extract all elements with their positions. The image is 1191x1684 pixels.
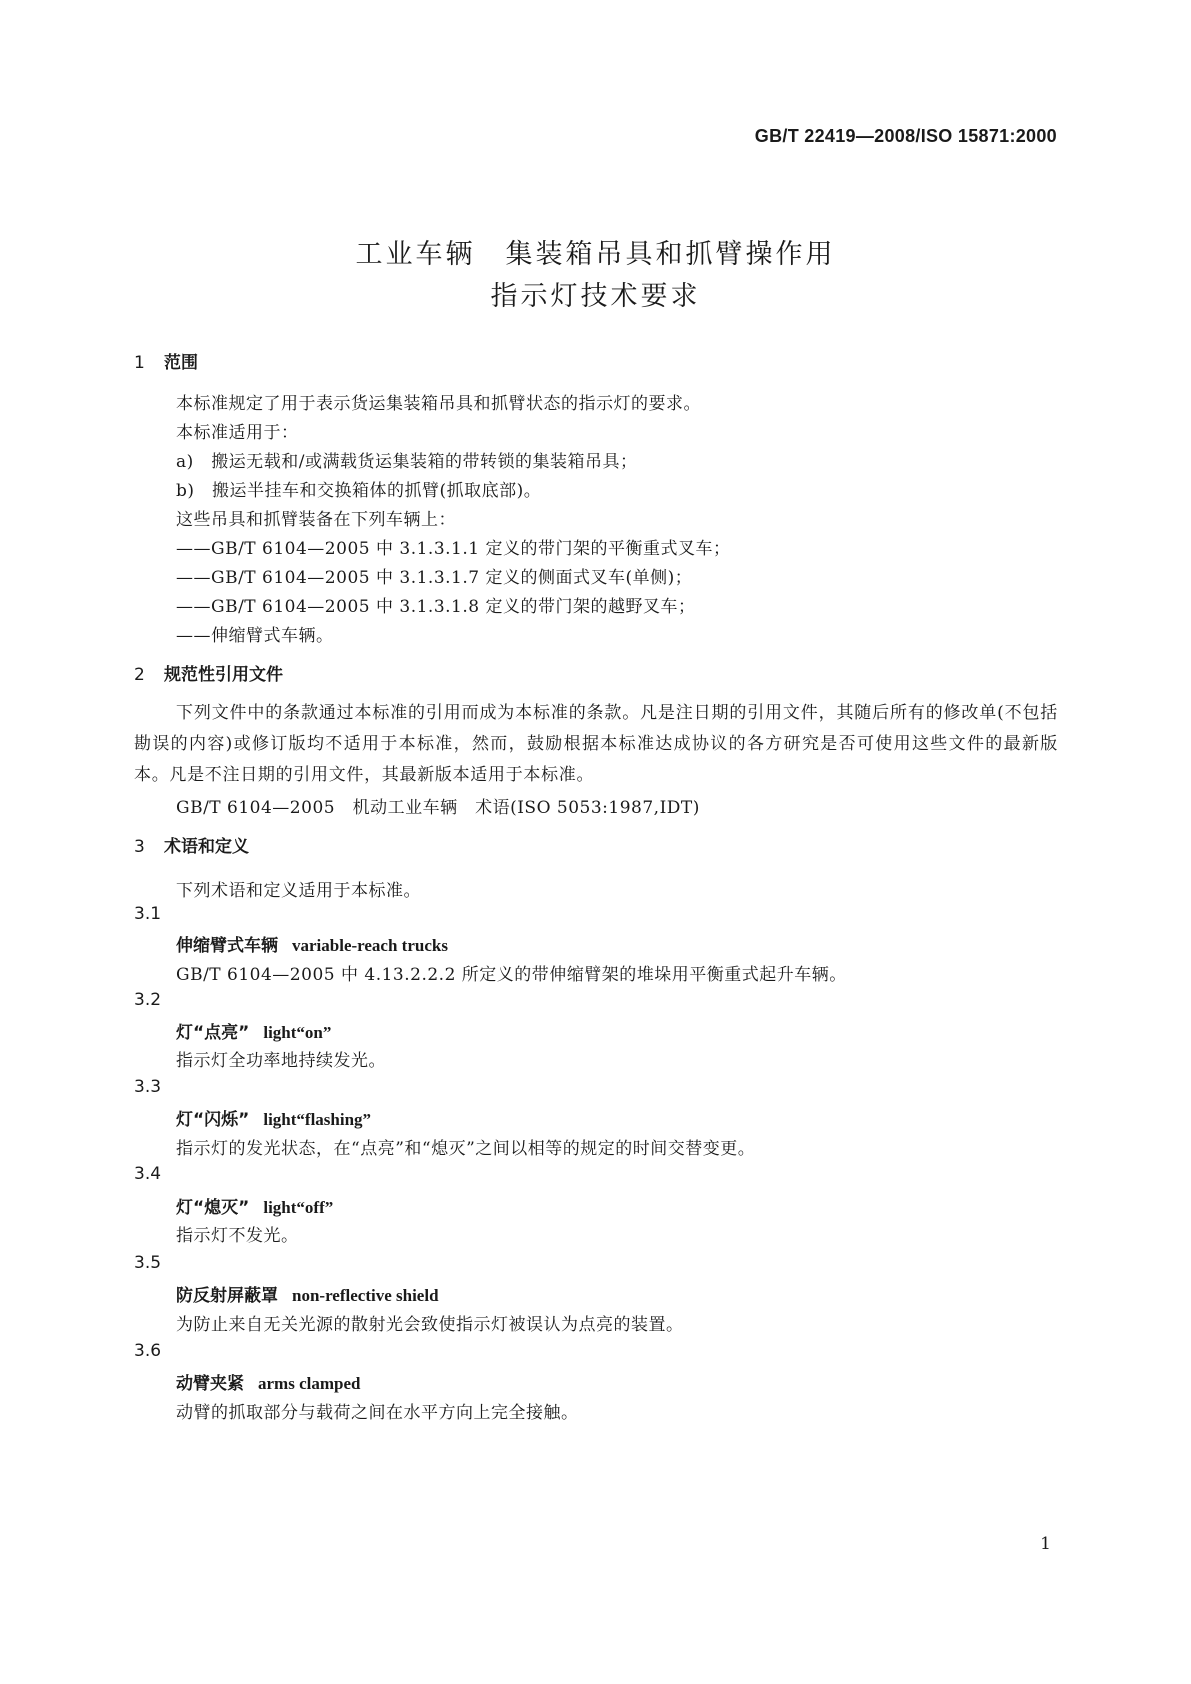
clause-number: 3.4 (134, 1164, 162, 1184)
term-en: arms clamped (258, 1374, 361, 1393)
section-title: 规范性引用文件 (164, 665, 283, 685)
term-zh: 伸缩臂式车辆 (176, 936, 278, 956)
clause-number: 3.1 (134, 904, 162, 924)
term-en: light“flashing” (263, 1110, 372, 1129)
section-number: 1 (134, 353, 145, 373)
document-title-line-1: 工业车辆 集装箱吊具和抓臂操作用 (355, 239, 836, 270)
term-zh: 动臂夹紧 (176, 1374, 244, 1394)
scope-dash-item: ——GB/T 6104—2005 中 3.1.3.1.8 定义的带门架的越野叉车； (176, 597, 696, 617)
term-zh: 灯“熄灭” (176, 1198, 250, 1218)
term-definition: 动臂的抓取部分与载荷之间在水平方向上完全接触。 (176, 1403, 579, 1423)
clause-number: 3.2 (134, 990, 162, 1010)
scope-line: 本标准规定了用于表示货运集装箱吊具和抓臂状态的指示灯的要求。 (176, 394, 701, 414)
term-heading (176, 1369, 360, 1394)
term-heading (176, 1193, 333, 1218)
clause-number: 3.3 (134, 1077, 162, 1097)
document-title-line-2: 指示灯技术要求 (490, 281, 701, 312)
section-title: 术语和定义 (164, 837, 249, 857)
page-number: 1 (1040, 1534, 1051, 1554)
term-en: light“off” (263, 1198, 334, 1217)
normative-reference-item: GB/T 6104—2005 机动工业车辆 术语(ISO 5053:1987,IDT) (176, 798, 700, 818)
scope-dash-item: ——伸缩臂式车辆。 (176, 626, 334, 646)
term-en: light“on” (263, 1023, 332, 1042)
clause-number: 3.5 (134, 1253, 162, 1273)
terms-intro: 下列术语和定义适用于本标准。 (176, 881, 421, 901)
term-definition: 指示灯的发光状态，在“点亮”和“熄灭”之间以相等的规定的时间交替变更。 (176, 1139, 756, 1159)
term-heading (176, 931, 448, 956)
section-title: 范围 (164, 353, 198, 373)
section-3-heading (134, 832, 249, 857)
standard-code: GB/T 22419—2008/ISO 15871:2000 (754, 126, 1057, 146)
section-2-heading (134, 660, 283, 685)
normative-references-paragraph: 下列文件中的条款通过本标准的引用而成为本标准的条款。凡是注日期的引用文件，其随后所有的修改单(不包括勘误的内容)或修订版均不适用于本标准，然而，鼓励根据本标准达成协议的各方研究是否可使用这些文件的最新版本。凡是不注日期的引用文件，其最新版本适用于本标准。 (134, 703, 1058, 785)
term-definition: 为防止来自无关光源的散射光会致使指示灯被误认为点亮的装置。 (176, 1315, 684, 1335)
scope-dash-item: ——GB/T 6104—2005 中 3.1.3.1.7 定义的侧面式叉车(单侧)； (176, 568, 693, 588)
term-heading (176, 1018, 331, 1043)
scope-dash-item: ——GB/T 6104—2005 中 3.1.3.1.1 定义的带门架的平衡重式叉车； (176, 539, 731, 559)
term-definition: 指示灯全功率地持续发光。 (176, 1051, 386, 1071)
clause-number: 3.6 (134, 1341, 162, 1361)
section-1-heading (134, 348, 198, 373)
term-zh: 防反射屏蔽罩 (176, 1286, 278, 1306)
scope-line: 这些吊具和抓臂装备在下列车辆上： (176, 510, 456, 530)
scope-list-item: b) 搬运半挂车和交换箱体的抓臂(抓取底部)。 (176, 481, 542, 501)
section-number: 3 (134, 837, 145, 857)
section-number: 2 (134, 665, 145, 685)
term-en: non-reflective shield (292, 1286, 439, 1305)
term-heading (176, 1281, 439, 1306)
term-en: variable-reach trucks (292, 936, 448, 955)
scope-line: 本标准适用于： (176, 423, 299, 443)
scope-list-item: a) 搬运无载和/或满载货运集装箱的带转锁的集装箱吊具； (176, 452, 638, 472)
term-definition: 指示灯不发光。 (176, 1226, 299, 1246)
term-zh: 灯“闪烁” (176, 1110, 250, 1130)
term-definition: GB/T 6104—2005 中 4.13.2.2.2 所定义的带伸缩臂架的堆垛用平衡重式起升车辆。 (176, 965, 847, 985)
term-heading (176, 1105, 371, 1130)
term-zh: 灯“点亮” (176, 1023, 250, 1043)
